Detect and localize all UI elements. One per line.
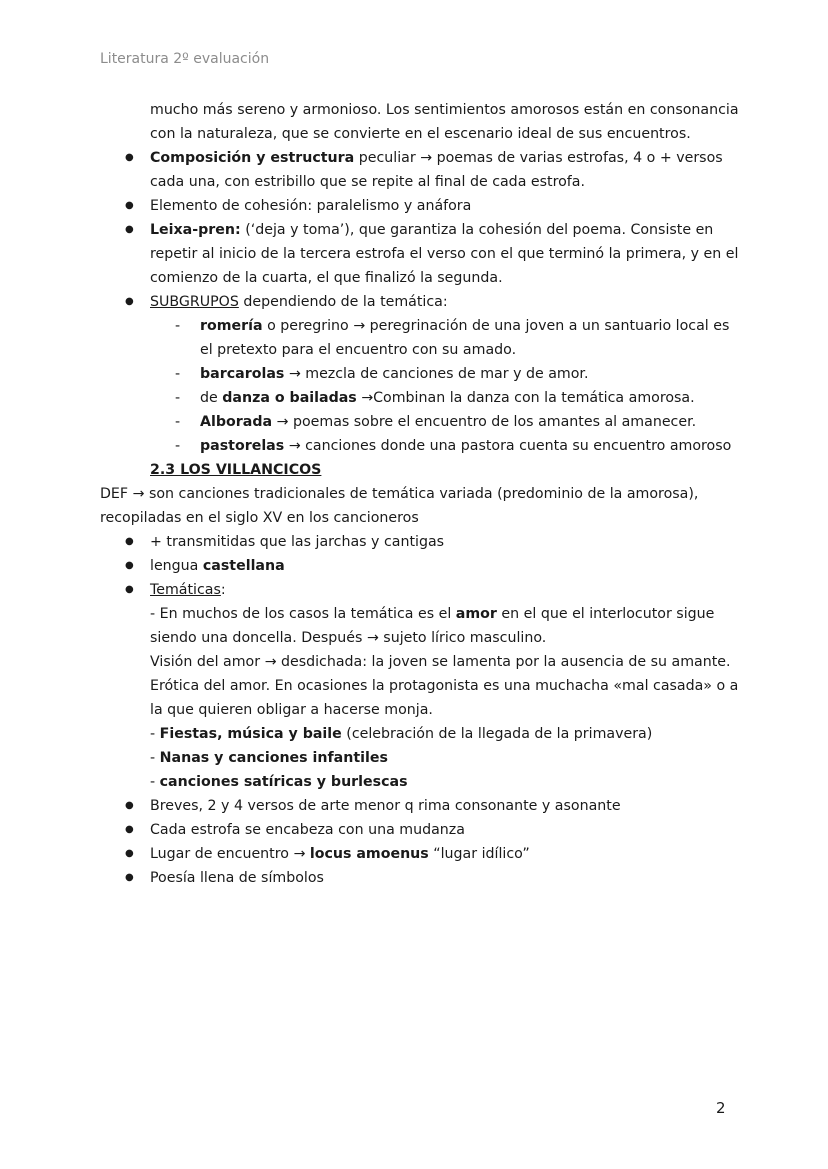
- nanas-pre: -: [150, 750, 160, 766]
- subgroup-description: → mezcla de canciones de mar y de amor.: [284, 366, 589, 382]
- tematicas-vision: Visión del amor → desdichada: la joven se lamenta por la ausencia de su amante.: [150, 654, 731, 670]
- subgroup-name: pastorelas: [200, 438, 285, 454]
- list-item: [100, 578, 740, 794]
- leixa-text: (‘deja y toma’), que garantiza la cohesión del poema. Consiste en repetir al inicio de la tercera estrofa el verso con el que terminó la primera, y en el comienzo de la cuarta, el que finalizó la segunda.: [150, 222, 739, 286]
- composicion-label: Composición y estructura: [150, 150, 355, 166]
- list-item: [100, 362, 740, 386]
- fiestas-bold: Fiestas, música y baile: [159, 726, 342, 742]
- breves-text: Breves, 2 y 4 versos de arte menor q rima consonante y asonante: [150, 798, 621, 814]
- list-item: [100, 314, 740, 362]
- page-number: 2: [716, 1099, 726, 1117]
- leixa-label: Leixa-pren:: [150, 222, 241, 238]
- page-header: Literatura 2º evaluación: [100, 51, 270, 67]
- fiestas-pre: -: [150, 726, 160, 742]
- estrofa-text: Cada estrofa se encabeza con una mudanza: [150, 822, 465, 838]
- list-item: [100, 410, 740, 434]
- subgroup-description: → poemas sobre el encuentro de los amantes al amanecer.: [272, 414, 697, 430]
- list-item: [100, 842, 740, 866]
- tematicas-colon: :: [220, 582, 226, 598]
- subgroup-description: o peregrino → peregrinación de una joven a un santuario local es el pretexto para el encuentro con su amado.: [200, 318, 730, 358]
- nanas-bold: Nanas y canciones infantiles: [159, 750, 388, 766]
- cohesion-text: Elemento de cohesión: paralelismo y anáfora: [150, 198, 472, 214]
- list-item: [100, 794, 740, 818]
- lengua-bold: castellana: [202, 558, 285, 574]
- subgroup-name: barcarolas: [200, 366, 285, 382]
- document-body: [100, 98, 740, 890]
- subgroup-name: danza o bailadas: [222, 390, 357, 406]
- tematicas-amor-pre: - En muchos de los casos la temática es el: [150, 606, 456, 622]
- lugar-pre: Lugar de encuentro →: [150, 846, 310, 862]
- composicion-text: peculiar → poemas de varias estrofas, 4 o + versos cada una, con estribillo que se repite al final de cada estrofa.: [150, 150, 723, 190]
- list-item: [100, 866, 740, 890]
- intro-line-2: con la naturaleza, que se convierte en el escenario ideal de sus encuentros.: [150, 126, 691, 142]
- satiricas-bold: canciones satíricas y burlescas: [159, 774, 408, 790]
- definition-paragraph: DEF → son canciones tradicionales de temática variada (predominio de la amorosa), recopiladas en el siglo XV en los cancioneros: [100, 486, 699, 526]
- subgroup-description: → canciones donde una pastora cuenta su encuentro amoroso: [284, 438, 732, 454]
- intro-line-1: mucho más sereno y armonioso. Los sentimientos amorosos están en consonancia: [150, 102, 739, 118]
- list-item: [100, 530, 740, 554]
- subgroup-name: romería: [200, 318, 263, 334]
- lugar-bold: locus amoenus: [309, 846, 429, 862]
- subgroup-prefix: de: [200, 390, 223, 406]
- lengua-text: lengua: [150, 558, 203, 574]
- section-heading: 2.3 LOS VILLANCICOS: [150, 462, 322, 478]
- list-item: [100, 554, 740, 578]
- lugar-rest: “lugar idílico”: [428, 846, 530, 862]
- list-item: [100, 218, 740, 290]
- list-item: [100, 434, 740, 458]
- tematicas-label: Temáticas: [150, 582, 221, 598]
- features-list: [100, 146, 740, 314]
- subgroup-name: Alborada: [200, 414, 273, 430]
- fiestas-rest: (celebración de la llegada de la primavera): [341, 726, 653, 742]
- list-item: [100, 290, 740, 314]
- list-item: [100, 194, 740, 218]
- satiricas-pre: -: [150, 774, 160, 790]
- subgroup-description: →Combinan la danza con la temática amorosa.: [356, 390, 695, 406]
- subgroups-list: [100, 314, 740, 458]
- simbolos-text: Poesía llena de símbolos: [150, 870, 324, 886]
- tematicas-amor-bold: amor: [455, 606, 497, 622]
- tematicas-erotica: Erótica del amor. En ocasiones la protagonista es una muchacha «mal casada» o a la que quieren obligar a hacerse monja.: [150, 678, 739, 718]
- list-item: [100, 146, 740, 194]
- intro-paragraph: [100, 98, 740, 146]
- list-item: [100, 818, 740, 842]
- villancicos-list: [100, 530, 740, 890]
- subgrupos-text: dependiendo de la temática:: [238, 294, 448, 310]
- subgrupos-label: SUBGRUPOS: [150, 294, 239, 310]
- transmitidas-text: + transmitidas que las jarchas y cantigas: [150, 534, 445, 550]
- tematicas-amor-rest: en el que el interlocutor sigue siendo una doncella. Después → sujeto lírico masculino.: [150, 606, 715, 646]
- list-item: [100, 386, 740, 410]
